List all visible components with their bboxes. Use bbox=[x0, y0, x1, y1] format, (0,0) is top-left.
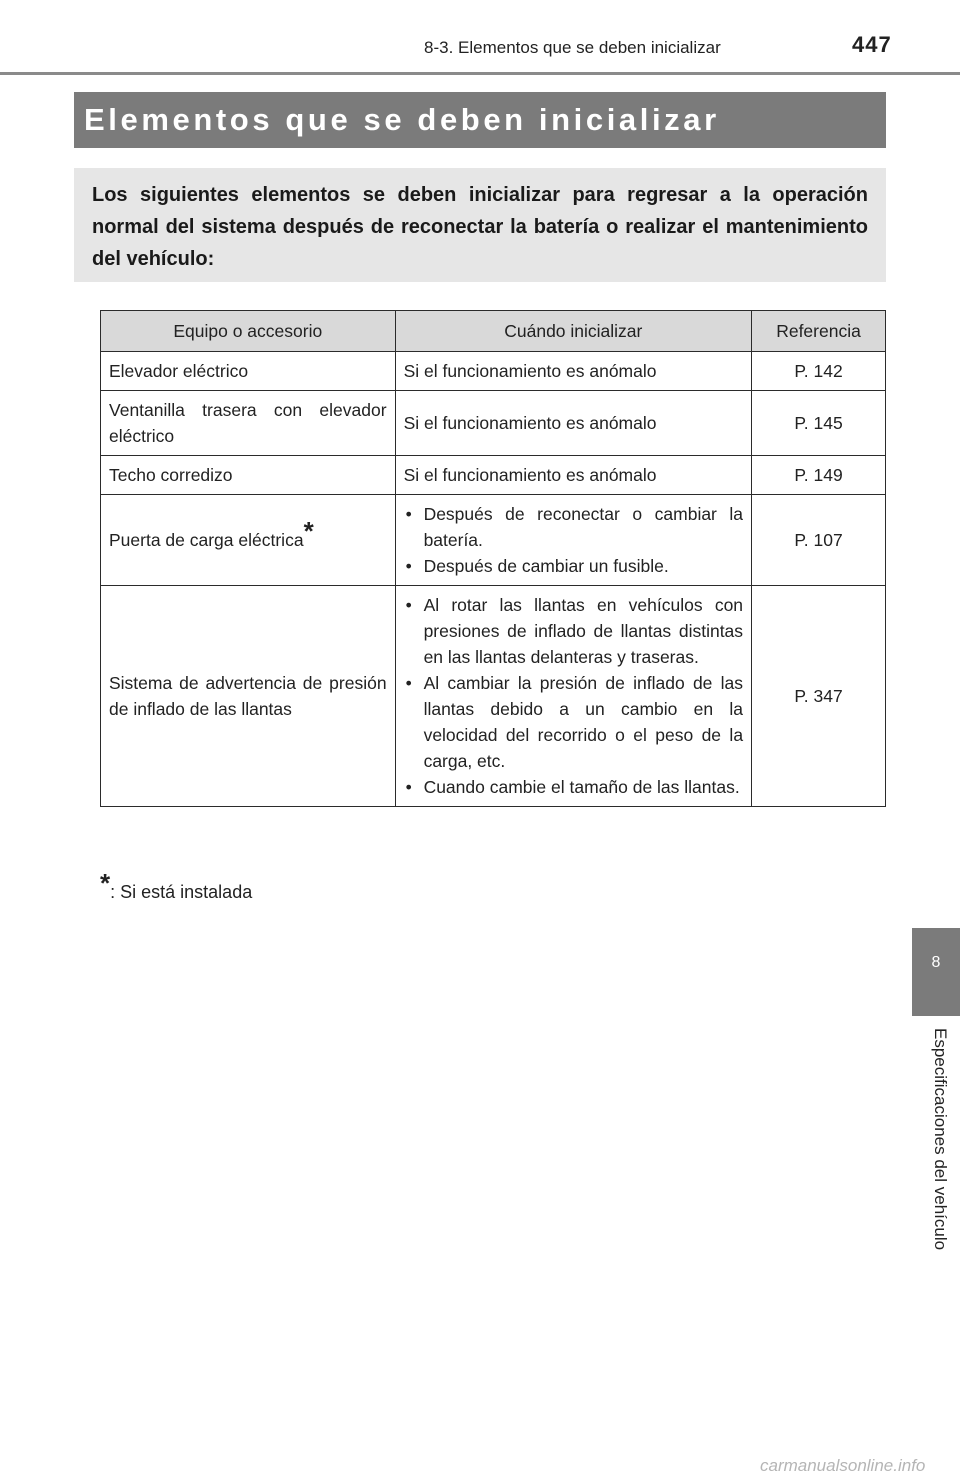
reference-cell: P. 142 bbox=[752, 352, 886, 391]
table-row bbox=[101, 495, 886, 586]
when-cell: Si el funcionamiento es anómalo bbox=[395, 456, 751, 495]
bullet-icon: • bbox=[405, 673, 412, 693]
table-row bbox=[101, 456, 886, 495]
when-cell: Si el funcionamiento es anómalo bbox=[395, 391, 751, 456]
list-item-text: Después de cambiar un fusible. bbox=[423, 556, 669, 576]
list-item-text: Al rotar las llantas en vehículos con presiones de inflado de llantas distintas en las llantas delanteras y traseras. bbox=[423, 595, 744, 667]
footnote-asterisk: * bbox=[100, 868, 111, 898]
reference-cell: P. 149 bbox=[752, 456, 886, 495]
chapter-number: 8 bbox=[931, 954, 941, 971]
table-row bbox=[101, 586, 886, 807]
reference-cell: P. 347 bbox=[752, 586, 886, 807]
watermark: carmanualsonline.info bbox=[760, 1456, 926, 1475]
reference-cell: P. 145 bbox=[752, 391, 886, 456]
bullet-icon: • bbox=[405, 556, 412, 576]
list-item bbox=[404, 670, 743, 774]
title-bar bbox=[74, 92, 886, 148]
when-cell bbox=[395, 495, 751, 586]
footnote-text: : Si está instalada bbox=[110, 882, 253, 902]
header-divider bbox=[0, 72, 960, 75]
reference-cell: P. 107 bbox=[752, 495, 886, 586]
list-item-text: Cuando cambie el tamaño de las llantas. bbox=[423, 777, 740, 797]
page-number: 447 bbox=[852, 32, 892, 57]
equipment-label: Puerta de carga eléctrica bbox=[109, 530, 304, 550]
column-header-equipment: Equipo o accesorio bbox=[101, 311, 396, 352]
when-cell bbox=[395, 586, 751, 807]
list-item-text: Al cambiar la presión de inflado de las llantas debido a un cambio en la velocidad del recorrido o el peso de la carga, etc. bbox=[423, 673, 744, 771]
footnote bbox=[100, 868, 253, 903]
equipment-cell: Techo corredizo bbox=[101, 456, 396, 495]
equipment-cell bbox=[101, 495, 396, 586]
intro-box bbox=[74, 168, 886, 282]
asterisk-mark: * bbox=[303, 516, 314, 546]
bullet-icon: • bbox=[405, 595, 412, 615]
list-item-text: Después de reconectar o cambiar la batería. bbox=[423, 504, 744, 550]
chapter-tab bbox=[912, 928, 960, 1016]
bullet-icon: • bbox=[405, 504, 412, 524]
equipment-cell: Sistema de advertencia de presión de inflado de las llantas bbox=[101, 586, 396, 807]
section-header: 8-3. Elementos que se deben inicializar bbox=[424, 38, 721, 57]
when-list bbox=[404, 501, 743, 579]
table-row bbox=[101, 391, 886, 456]
table-header-row bbox=[101, 311, 886, 352]
when-cell: Si el funcionamiento es anómalo bbox=[395, 352, 751, 391]
equipment-cell: Elevador eléctrico bbox=[101, 352, 396, 391]
intro-text: Los siguientes elementos se deben inicializar para regresar a la operación normal del sistema después de reconectar la batería o realizar el mantenimiento del vehículo: bbox=[92, 184, 868, 270]
when-list bbox=[404, 592, 743, 800]
equipment-cell: Ventanilla trasera con elevador eléctrico bbox=[101, 391, 396, 456]
list-item bbox=[404, 774, 743, 800]
chapter-label: Especificaciones del vehículo bbox=[931, 1028, 950, 1251]
list-item bbox=[404, 592, 743, 670]
column-header-reference: Referencia bbox=[752, 311, 886, 352]
column-header-when: Cuándo inicializar bbox=[395, 311, 751, 352]
table-row bbox=[101, 352, 886, 391]
initialization-table bbox=[100, 310, 886, 807]
list-item bbox=[404, 553, 743, 579]
bullet-icon: • bbox=[405, 777, 412, 797]
list-item bbox=[404, 501, 743, 553]
page-title: Elementos que se deben inicializar bbox=[84, 102, 720, 137]
